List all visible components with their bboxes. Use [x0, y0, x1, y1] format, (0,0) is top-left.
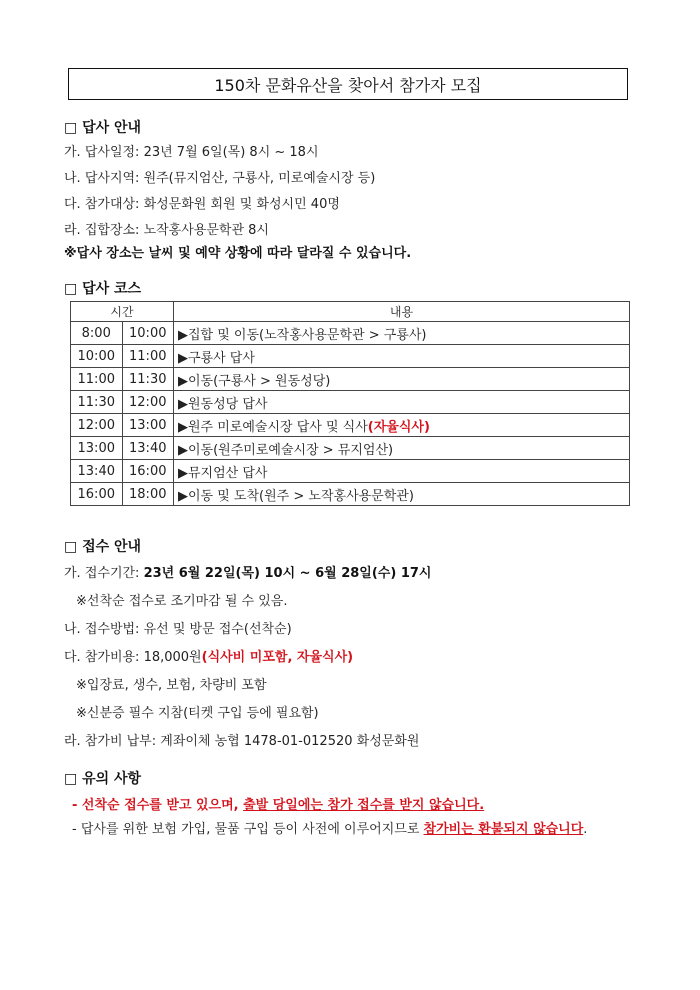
- course-content: [174, 437, 630, 460]
- caution-1-text: - 선착순 접수를 받고 있으며,: [72, 798, 244, 813]
- section-heading-tour-info: □ 답사 안내: [64, 120, 142, 136]
- time-end: 18:00: [122, 483, 174, 506]
- course-content: [174, 483, 630, 506]
- content-text: ▶이동(원주미로예술시장 > 뮤지엄산): [178, 442, 394, 458]
- fee-label: 다. 참가비용: 18,000원: [64, 650, 202, 665]
- time-end: 16:00: [122, 460, 174, 483]
- time-end: 13:00: [122, 414, 174, 437]
- title-text: 150차 문화유산을 찾아서 참가자 모집: [214, 75, 482, 95]
- table-row: [71, 345, 630, 368]
- time-start: 10:00: [71, 345, 123, 368]
- table-row: [71, 322, 630, 345]
- time-end: 11:00: [122, 345, 174, 368]
- fee-includes-note: ※입장료, 생수, 보험, 차량비 포함: [76, 678, 267, 693]
- course-table-header: [71, 302, 630, 322]
- time-start: 8:00: [71, 322, 123, 345]
- caution-2-emphasis: 참가비는 환불되지 않습니다: [423, 822, 584, 837]
- caution-2-text: - 답사를 위한 보험 가입, 물품 구입 등이 사전에 이루어지므로: [72, 822, 424, 837]
- time-end: 12:00: [122, 391, 174, 414]
- course-content: [174, 414, 630, 437]
- course-table: [70, 301, 630, 506]
- table-row: [71, 460, 630, 483]
- table-row: [71, 414, 630, 437]
- time-start: 16:00: [71, 483, 123, 506]
- caution-1-emphasis: 출발 당일에는 참가 접수를 받지 않습니다.: [243, 798, 485, 813]
- section-heading-course: □ 답사 코스: [64, 281, 142, 297]
- time-start: 13:00: [71, 437, 123, 460]
- course-content: [174, 368, 630, 391]
- time-end: 10:00: [122, 322, 174, 345]
- period-value: 23년 6월 22일(목) 10시 ~ 6월 28일(수) 17시: [143, 566, 432, 581]
- registration-period: [64, 562, 432, 581]
- fee-note: (식사비 미포함, 자율식사): [201, 650, 354, 665]
- registration-fee: [64, 646, 353, 665]
- page-title: [68, 68, 628, 100]
- tour-meeting-place: 라. 집합장소: 노작홍사용문학관 8시: [64, 223, 269, 238]
- table-row: [71, 368, 630, 391]
- early-close-note: ※선착순 접수로 조기마감 될 수 있음.: [76, 594, 288, 609]
- payment-info: 라. 참가비 납부: 계좌이체 농협 1478-01-012520 화성문화원: [64, 734, 420, 749]
- table-row: [71, 483, 630, 506]
- content-text: ▶원주 미로예술시장 답사 및 식사: [178, 419, 368, 435]
- course-content: [174, 460, 630, 483]
- caution-line-2: [72, 818, 587, 837]
- content-text: ▶집합 및 이동(노작홍사용문학관 > 구룡사): [178, 327, 427, 343]
- time-start: 12:00: [71, 414, 123, 437]
- time-end: 13:40: [122, 437, 174, 460]
- course-content: [174, 345, 630, 368]
- time-start: 11:30: [71, 391, 123, 414]
- caution-line-1: [72, 794, 484, 813]
- section-heading-registration: □ 접수 안내: [64, 539, 142, 555]
- header-time: 시간: [71, 302, 174, 322]
- time-start: 11:00: [71, 368, 123, 391]
- caution-2-period: .: [583, 822, 588, 837]
- tour-region: 나. 답사지역: 원주(뮤지엄산, 구룡사, 미로예술시장 등): [64, 171, 376, 186]
- header-content: 내용: [174, 302, 630, 322]
- content-text: ▶이동 및 도착(원주 > 노작홍사용문학관): [178, 488, 414, 504]
- tour-note: ※답사 장소는 날씨 및 예약 상황에 따라 달라질 수 있습니다.: [64, 246, 412, 261]
- section-heading-caution: □ 유의 사항: [64, 771, 142, 787]
- content-text: ▶원동성당 답사: [178, 396, 268, 412]
- period-label: 가. 접수기간:: [64, 566, 144, 581]
- registration-method: 나. 접수방법: 유선 및 방문 접수(선착순): [64, 622, 292, 637]
- content-highlight: (자율식사): [367, 419, 430, 435]
- time-start: 13:40: [71, 460, 123, 483]
- tour-target: 다. 참가대상: 화성문화원 회원 및 화성시민 40명: [64, 197, 340, 212]
- content-text: ▶이동(구룡사 > 원동성당): [178, 373, 331, 389]
- time-end: 11:30: [122, 368, 174, 391]
- tour-schedule: 가. 답사일정: 23년 7월 6일(목) 8시 ~ 18시: [64, 145, 319, 160]
- course-table-body: [71, 322, 630, 506]
- course-content: [174, 322, 630, 345]
- content-text: ▶뮤지엄산 답사: [178, 465, 268, 481]
- content-text: ▶구룡사 답사: [178, 350, 255, 366]
- id-required-note: ※신분증 필수 지참(티켓 구입 등에 필요함): [76, 706, 319, 721]
- course-content: [174, 391, 630, 414]
- table-row: [71, 391, 630, 414]
- table-row: [71, 437, 630, 460]
